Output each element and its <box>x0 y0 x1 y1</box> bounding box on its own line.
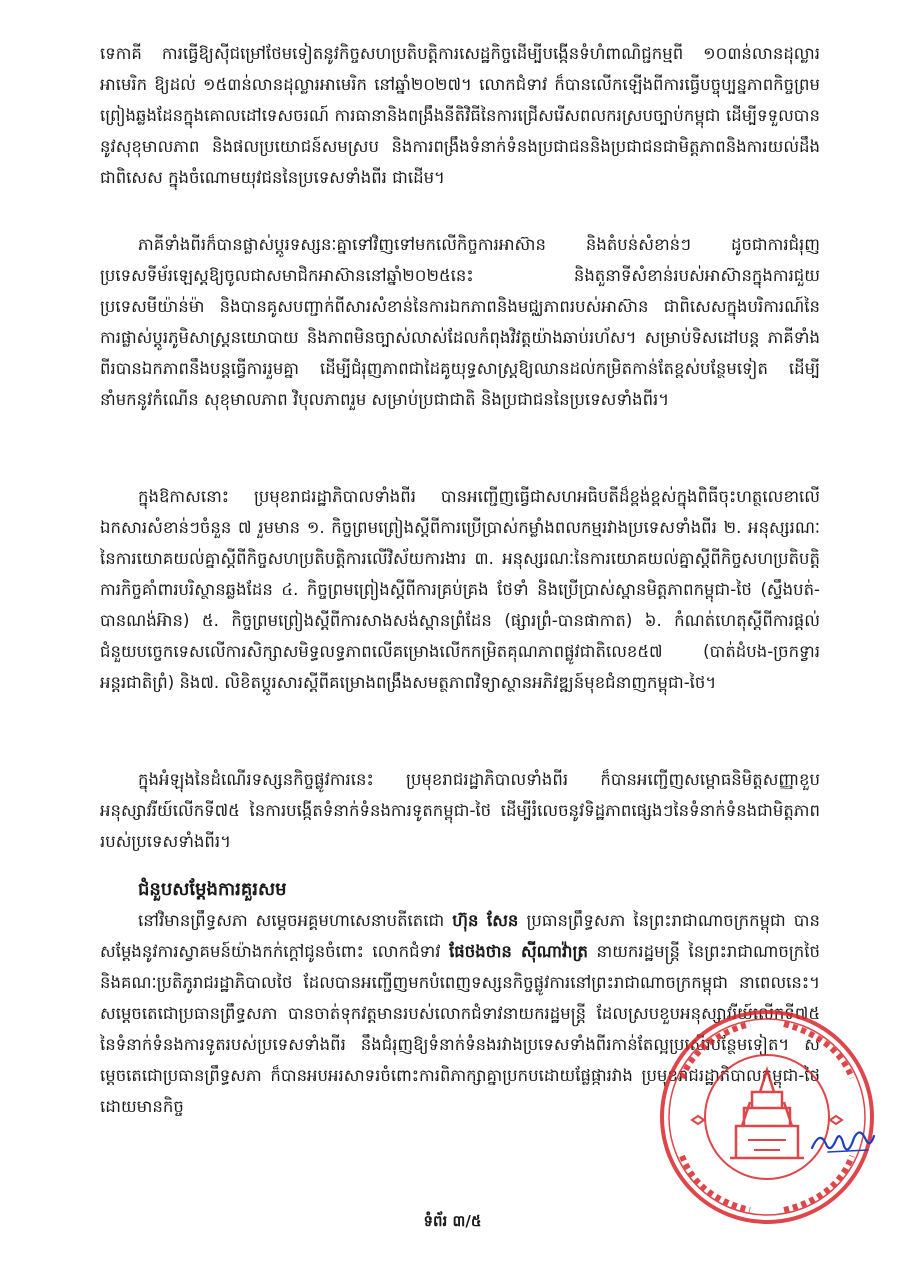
signature-icon <box>808 1122 878 1162</box>
paragraph-1: ទេកាគី ការធ្វើឱ្យស៊ីជម្រៅថែមទៀតនូវកិច្ចសហប្រតិបត្តិការសេដ្ឋកិច្ចដើម្បីបង្កើនទំហំពាណិជ្ជកម្មពី ១០៣ន់លានដុល្លារអាមេរិក ឱ្យដល់ ១៥៣ន់លានដុល្លារអាមេរិក នៅឆ្នាំ២០២៧។ លោកជំទាវ ក៏បានលើកឡើងពីការធ្វើបច្ចុប្បន្នភាពកិច្ចព្រមព្រៀងឆ្លងដែនក្នុងគោលដៅទេសចរណ៍ ការធានានិងពង្រឹងនីតិវិធីនៃការជ្រើសរើសពលករស្របច្បាប់កម្ពុជា ដើម្បីទទួលបាននូវសុខុមាលភាព និងផលប្រយោជន៍សមស្រប និងការពង្រឹងទំនាក់ទំនងប្រជាជននិងប្រជាជនជាមិត្តភាពនិងការយល់ដឹង ជាពិសេស ក្នុងចំណោមយុវជននៃប្រទេសទាំងពីរ ជាដើម។ <box>100 44 820 187</box>
paragraph-2 <box>100 229 820 415</box>
section-heading: ជំនួបសម្តែងការគួរសម <box>138 879 287 900</box>
official-seal-icon <box>658 1008 876 1226</box>
paragraph-5-part1: នៅវិមានព្រឹទ្ធសភា សម្តេចអគ្គមហាសេនាបតីតេជោ <box>138 911 453 930</box>
senate-president-name: ហ៊ុន សែន <box>452 911 519 930</box>
paragraph-4 <box>100 764 820 857</box>
paragraph-5-part3: នាយករដ្ឋមន្ត្រី នៃព្រះរាជាណាចក្រថៃ និងគណៈប្រតិភូរាជរដ្ឋាភិបាលថៃ ដែលបានអញ្ជើញមកបំពេញទស្សនកិច្ចផ្លូវការនៅព្រះរាជាណាចក្រកម្ពុជា នាពេលនេះ។ សម្តេចតេជោប្រធានព្រឹទ្ធសភា បានចាត់ទុកវត្តមានរបស់លោកជំទាវនាយករដ្ឋមន្ត្រី ដែលស្របខួបអនុស្សាវរីយ៍លើកទី៧៥ នៃទំនាក់ទំនងការទូតរបស់ប្រទេសទាំងពីរ នឹងជំរុញឱ្យទំនាក់ទំនងរវាងប្រទេសទាំងពីរកាន់តែល្អប្រសើរបន្ថែមទៀត។ សម្តេចតេជោប្រធានព្រឹទ្ធសភា ក៏បានអបអរសាទរចំពោះការពិភាក្សាគ្នាប្រកបដោយផ្លែផ្ការវាង ប្រមុខរាជរដ្ឋាភិបាលកម្ពុជា-ថៃ ដោយមានកិច្ច <box>100 942 820 1116</box>
page-number: ទំព័រ ៣/៥ <box>423 1212 482 1230</box>
paragraph-3 <box>100 481 820 698</box>
paragraph-3-text: ក្នុងឱកាសនោះ ប្រមុខរាជរដ្ឋាភិបាលទាំងពីរ បានអញ្ជើញធ្វើជាសហអធិបតីដ៏ខ្ពង់ខ្ពស់ក្នុងពិធីចុះហត្ថលេខាលើឯកសារសំខាន់ៗចំនួន ៧ រួមមាន ១. កិច្ចព្រមព្រៀងស្តីពីការប្រើប្រាស់កម្លាំងពលកម្មរវាងប្រទេសទាំងពីរ ២. អនុស្សរណៈនៃការយោគយល់គ្នាស្តីពីកិច្ចសហប្រតិបត្តិការលើវិស័យការងារ ៣. អនុស្សរណៈនៃការយោគយល់គ្នាស្តីពីកិច្ចសហប្រតិបត្តិការកិច្ចគាំពារបរិស្ថានឆ្លងដែន ៤. កិច្ចព្រមព្រៀងស្តីពីការគ្រប់គ្រង ថែទាំ និងប្រើប្រាស់ស្ពានមិត្តភាពកម្ពុជា-ថៃ (ស្ទឹងបត់-បានណង់អ៊ាន) ៥. កិច្ចព្រមព្រៀងស្តីពីការសាងសង់ស្ពានព្រំដែន (ផ្សារព្រំ-បានផាកាត) ៦. កំណត់ហេតុស្តីពីការផ្តល់ជំនួយបច្ចេកទេសលើការសិក្សាសមិទ្ធលទ្ធភាពលើគម្រោងលើកកម្រិតគុណភាពផ្លូវជាតិលេខ៥៧ (បាត់ដំបង-ច្រកទ្វារអន្តរជាតិព្រំ) និង៧. លិខិតប្តូរសារស្តីពីគម្រោងពង្រឹងសមត្ថភាពវិទ្យាស្ថានអភិវឌ្ឍន៍មុខជំនាញកម្ពុជា-ថៃ។ <box>100 487 820 692</box>
paragraph-5-part2: ប្រធានព្រឹទ្ធសភា នៃព្រះរាជាណាចក្រកម្ពុជា បានសម្តែងនូវការស្វាគមន៍យ៉ាងកក់ក្តៅជូនចំពោះ លោកជំទាវ <box>100 911 820 961</box>
prime-minister-name: ផែថងថាន ស៊ីណាវ៉ាត្រ <box>449 942 588 961</box>
paragraph-2-text: ភាគីទាំងពីរក៏បានផ្លាស់ប្តូរទស្សនៈគ្នាទៅវិញទៅមកលើកិច្ចការអាស៊ាន និងតំបន់សំខាន់ៗ ដូចជាការជំរុញប្រទេសទីម័រឡេស្តឱ្យចូលជាសមាជិកអាស៊ាននៅឆ្នាំ២០២៥នេះ និងតួនាទីសំខាន់របស់អាស៊ានក្នុងការជួយប្រទេសមីយ៉ាន់ម៉ា និងបានគូសបញ្ជាក់ពីសារសំខាន់នៃការឯកភាពនិងមជ្ឈភាពរបស់អាស៊ាន ជាពិសេសក្នុងបរិការណ៍នៃការផ្លាស់ប្តូរភូមិសាស្ត្រនយោបាយ និងភាពមិនច្បាស់លាស់ដែលកំពុងវិវត្តយ៉ាងឆាប់រហ័ស។ សម្រាប់ទិសដៅបន្ត ភាគីទាំងពីរបានឯកភាពនឹងបន្តធ្វើការរួមគ្នា ដើម្បីជំរុញភាពជាដៃគូយុទ្ធសាស្ត្រឱ្យឈានដល់កម្រិតកាន់តែខ្ពស់បន្ថែមទៀត ដើម្បីនាំមកនូវកំណើន សុខុមាលភាព វិបុលភាពរួម សម្រាប់ប្រជាជាតិ និងប្រជាជននៃប្រទេសទាំងពីរ។ <box>100 235 820 409</box>
paragraph-4-text: ក្នុងអំឡុងនៃដំណើរទស្សនកិច្ចផ្លូវការនេះ ប្រមុខរាជរដ្ឋាភិបាលទាំងពីរ ក៏បានអញ្ជើញសម្ពោធនិមិត្តសញ្ញាខួបអនុស្សាវរីយ៍លើកទី៧៥ នៃការបង្កើតទំនាក់ទំនងការទូតកម្ពុជា-ថៃ ដើម្បីរំលេចនូវទិដ្ឋភាពផ្សេងៗនៃទំនាក់ទំនងជាមិត្តភាពរបស់ប្រទេសទាំងពីរ។ <box>100 770 820 851</box>
